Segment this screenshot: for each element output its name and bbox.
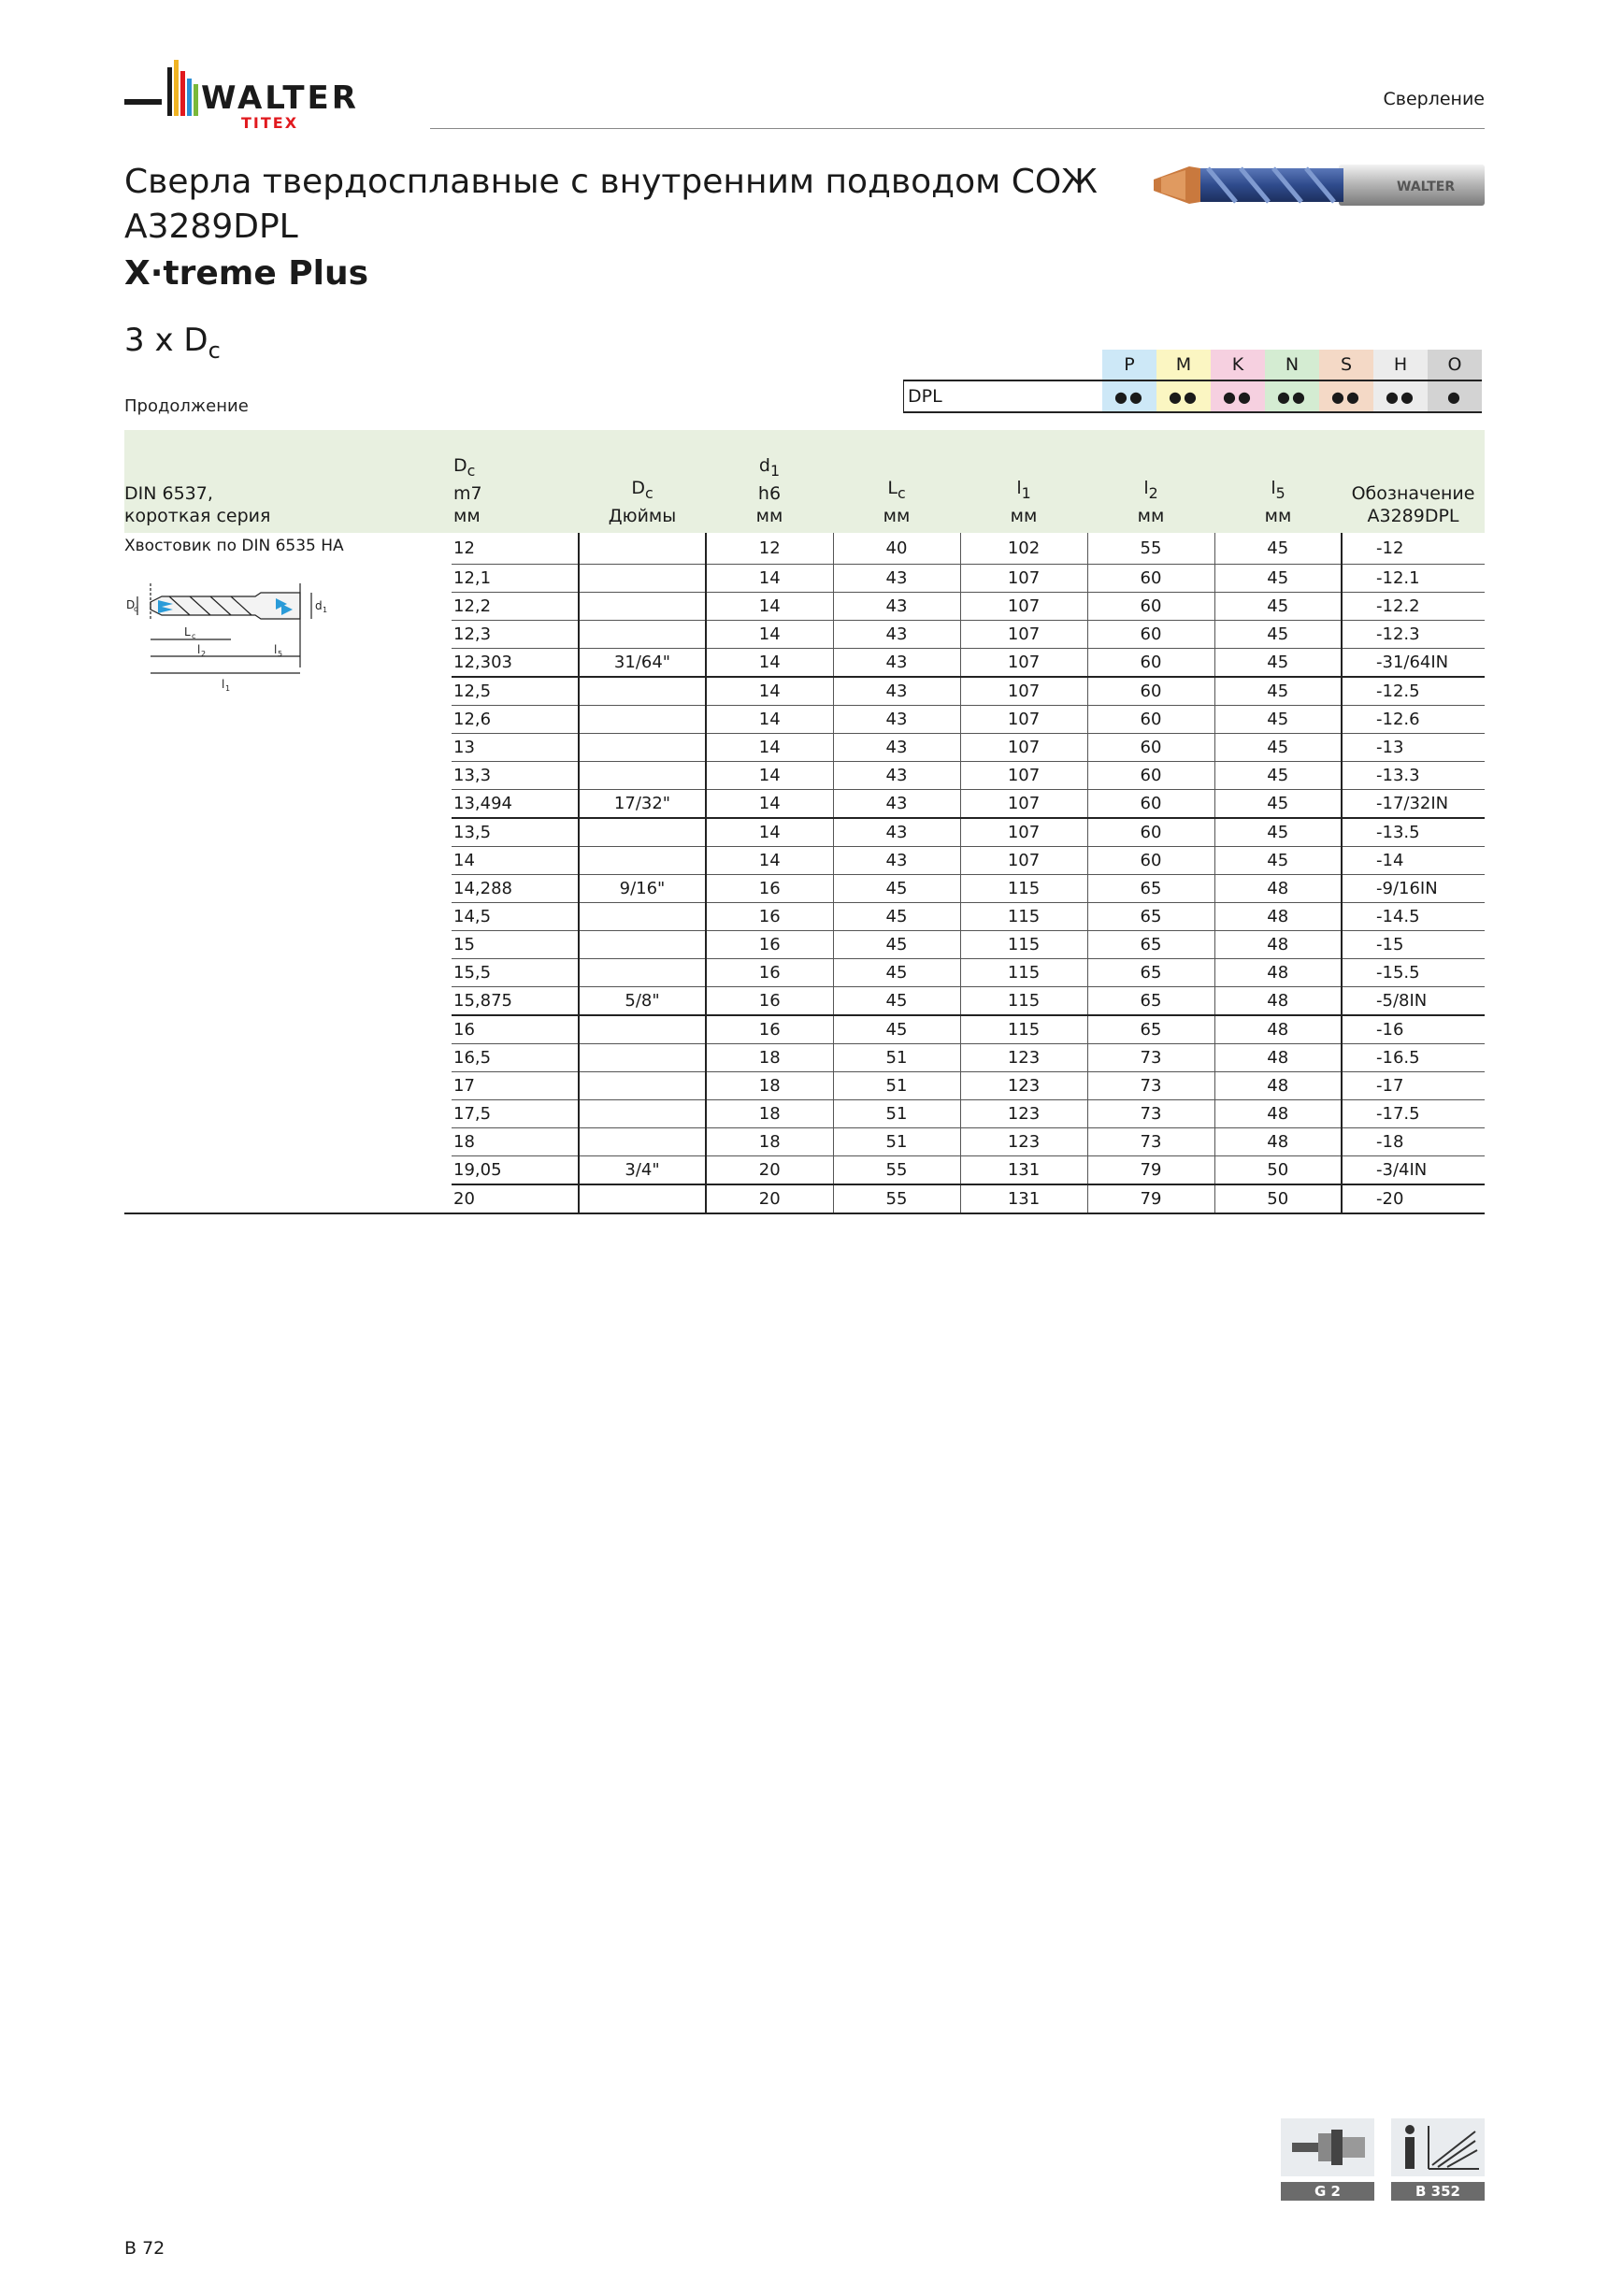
technical-info-reference[interactable]: [1391, 2118, 1485, 2200]
rating-o: ●: [1428, 380, 1482, 412]
cell-dc-mm: 13: [452, 733, 579, 761]
header-designation: Обозначение A3289DPL: [1342, 430, 1485, 533]
cell-d1: 18: [706, 1043, 833, 1071]
cell-lc: 43: [833, 592, 960, 620]
cell-lc: 51: [833, 1099, 960, 1127]
cell-dc-mm: 14,288: [452, 874, 579, 902]
rating-m: ●●: [1156, 380, 1211, 412]
cell-dc-inch: [579, 958, 706, 986]
cell-dc-mm: 15: [452, 930, 579, 958]
table-row: [124, 846, 1485, 874]
cell-d1: 16: [706, 902, 833, 930]
svg-text:1: 1: [225, 684, 231, 693]
cell-l5: 48: [1214, 1015, 1342, 1044]
dimensions-table: [124, 430, 1485, 1214]
cell-designation: -12: [1342, 533, 1485, 564]
svg-text:L: L: [184, 625, 191, 639]
cell-l5: 50: [1214, 1184, 1342, 1213]
cell-lc: 45: [833, 1015, 960, 1044]
cell-l1: 107: [960, 705, 1087, 733]
cell-designation: -14: [1342, 846, 1485, 874]
cell-l2: 60: [1087, 620, 1214, 648]
cell-dc-mm: 15,5: [452, 958, 579, 986]
material-header-spacer: [904, 350, 1103, 380]
drill-dimension-diagram: [124, 583, 405, 705]
cell-dc-inch: 5/8": [579, 986, 706, 1015]
cell-l5: 50: [1214, 1155, 1342, 1184]
diagram-area-cell: [124, 761, 452, 789]
cell-d1: 14: [706, 733, 833, 761]
cell-dc-mm: 18: [452, 1127, 579, 1155]
cell-l2: 65: [1087, 902, 1214, 930]
material-suitability-table: [903, 350, 1482, 413]
cell-l5: 48: [1214, 1099, 1342, 1127]
cell-l1: 107: [960, 846, 1087, 874]
cell-designation: -17: [1342, 1071, 1485, 1099]
cell-l1: 107: [960, 620, 1087, 648]
table-row: [124, 818, 1485, 847]
material-k: K: [1211, 350, 1265, 380]
rating-k: ●●: [1211, 380, 1265, 412]
toolholder-reference[interactable]: [1281, 2118, 1374, 2200]
cell-d1: 18: [706, 1071, 833, 1099]
svg-text:WALTER: WALTER: [201, 79, 359, 117]
table-row: [124, 733, 1485, 761]
cell-l2: 79: [1087, 1155, 1214, 1184]
cell-d1: 18: [706, 1099, 833, 1127]
cell-d1: 14: [706, 677, 833, 706]
cell-d1: 14: [706, 564, 833, 592]
header-d1: $d_1$ h6 мм: [706, 430, 833, 533]
cell-l5: 45: [1214, 648, 1342, 677]
cell-d1: 14: [706, 818, 833, 847]
cell-d1: 16: [706, 874, 833, 902]
cell-dc-inch: 9/16": [579, 874, 706, 902]
drill-product-image: [1152, 155, 1487, 215]
cell-l2: 73: [1087, 1127, 1214, 1155]
cell-l5: 45: [1214, 533, 1342, 564]
cell-d1: 16: [706, 986, 833, 1015]
cell-l2: 73: [1087, 1099, 1214, 1127]
cell-d1: 18: [706, 1127, 833, 1155]
cell-d1: 20: [706, 1184, 833, 1213]
cell-l1: 107: [960, 648, 1087, 677]
cell-designation: -15.5: [1342, 958, 1485, 986]
header-dc-inch: $D_c$ Дюймы: [579, 430, 706, 533]
cell-d1: 14: [706, 789, 833, 818]
cell-dc-mm: 12,5: [452, 677, 579, 706]
svg-text:D: D: [126, 598, 136, 611]
product-line-title: X·treme Plus: [124, 254, 369, 293]
cell-l1: 102: [960, 533, 1087, 564]
cell-designation: -20: [1342, 1184, 1485, 1213]
table-row: [124, 1071, 1485, 1099]
diagram-area-cell: [124, 1071, 452, 1099]
cell-lc: 51: [833, 1043, 960, 1071]
cell-lc: 45: [833, 902, 960, 930]
cell-l2: 60: [1087, 818, 1214, 847]
cell-lc: 43: [833, 733, 960, 761]
cell-l2: 65: [1087, 958, 1214, 986]
toolholder-icon: [1281, 2118, 1374, 2176]
cell-d1: 16: [706, 930, 833, 958]
cell-dc-inch: [579, 533, 706, 564]
cell-lc: 40: [833, 533, 960, 564]
cell-designation: -12.1: [1342, 564, 1485, 592]
grade-label: DPL: [904, 380, 1103, 412]
diagram-area-cell: [124, 930, 452, 958]
diagram-area-cell: [124, 789, 452, 818]
cell-designation: -17/32IN: [1342, 789, 1485, 818]
page-title: Сверла твердосплавные с внутренним подводом СОЖ: [124, 163, 1098, 201]
cell-l5: 48: [1214, 902, 1342, 930]
cell-lc: 45: [833, 958, 960, 986]
diagram-area-cell: [124, 958, 452, 986]
header-l1: $l_1$ мм: [960, 430, 1087, 533]
cell-dc-mm: 16,5: [452, 1043, 579, 1071]
cell-lc: 43: [833, 648, 960, 677]
cell-designation: -12.3: [1342, 620, 1485, 648]
cell-l1: 107: [960, 592, 1087, 620]
svg-text:l: l: [197, 643, 201, 656]
cell-l2: 60: [1087, 761, 1214, 789]
table-row: [124, 789, 1485, 818]
table-row: [124, 902, 1485, 930]
cell-l1: 131: [960, 1184, 1087, 1213]
cell-l2: 60: [1087, 846, 1214, 874]
cell-d1: 16: [706, 1015, 833, 1044]
cell-l5: 48: [1214, 1127, 1342, 1155]
cell-dc-mm: 13,5: [452, 818, 579, 847]
table-row: [124, 705, 1485, 733]
cell-l2: 79: [1087, 1184, 1214, 1213]
table-row: [124, 874, 1485, 902]
cell-dc-inch: [579, 1015, 706, 1044]
cell-l1: 107: [960, 733, 1087, 761]
cell-lc: 43: [833, 620, 960, 648]
cell-d1: 14: [706, 705, 833, 733]
cell-lc: 43: [833, 846, 960, 874]
diagram-area-cell: [124, 1015, 452, 1044]
svg-text:c: c: [192, 632, 196, 640]
cell-designation: -5/8IN: [1342, 986, 1485, 1015]
cell-designation: -13.5: [1342, 818, 1485, 847]
cell-l5: 45: [1214, 677, 1342, 706]
table-row: [124, 1015, 1485, 1044]
cell-l1: 123: [960, 1099, 1087, 1127]
table-row: [124, 1099, 1485, 1127]
cell-designation: -31/64IN: [1342, 648, 1485, 677]
diagram-area-cell: [124, 1184, 452, 1213]
cell-d1: 20: [706, 1155, 833, 1184]
header-lc: $L_c$ мм: [833, 430, 960, 533]
cell-dc-mm: 12: [452, 533, 579, 564]
rating-p: ●●: [1102, 380, 1156, 412]
cell-dc-mm: 14,5: [452, 902, 579, 930]
page-number: B 72: [124, 2238, 165, 2259]
diagram-area-cell: [124, 1043, 452, 1071]
technical-info-page-label: B 352: [1391, 2182, 1485, 2201]
cell-d1: 14: [706, 761, 833, 789]
cell-dc-mm: 19,05: [452, 1155, 579, 1184]
cell-dc-inch: [579, 761, 706, 789]
cell-dc-mm: 17: [452, 1071, 579, 1099]
cell-dc-inch: [579, 564, 706, 592]
cell-dc-mm: 20: [452, 1184, 579, 1213]
cell-l2: 60: [1087, 677, 1214, 706]
cell-d1: 14: [706, 620, 833, 648]
cell-dc-inch: [579, 902, 706, 930]
cell-l2: 65: [1087, 986, 1214, 1015]
standard-title: DIN 6537, короткая серия: [124, 430, 452, 533]
cell-l1: 115: [960, 874, 1087, 902]
cell-dc-inch: [579, 705, 706, 733]
cell-l2: 65: [1087, 1015, 1214, 1044]
svg-text:WALTER: WALTER: [1397, 179, 1456, 194]
diagram-area-cell: [124, 818, 452, 847]
info-chart-icon: [1391, 2118, 1485, 2176]
cell-dc-inch: 3/4": [579, 1155, 706, 1184]
cell-l1: 107: [960, 789, 1087, 818]
cell-lc: 43: [833, 818, 960, 847]
cell-l5: 45: [1214, 789, 1342, 818]
cell-dc-inch: 31/64": [579, 648, 706, 677]
shank-note: Хвостовик по DIN 6535 HA: [124, 537, 344, 555]
cell-d1: 16: [706, 958, 833, 986]
continued-label: Продолжение: [124, 396, 249, 416]
cell-l5: 45: [1214, 733, 1342, 761]
cell-d1: 12: [706, 533, 833, 564]
cell-designation: -16.5: [1342, 1043, 1485, 1071]
cell-designation: -13.3: [1342, 761, 1485, 789]
cell-dc-mm: 12,3: [452, 620, 579, 648]
header-l2: $l_2$ мм: [1087, 430, 1214, 533]
cell-l1: 107: [960, 818, 1087, 847]
svg-text:5: 5: [278, 650, 283, 658]
svg-text:TITEX: TITEX: [241, 114, 299, 132]
cell-dc-mm: 12,2: [452, 592, 579, 620]
cell-lc: 45: [833, 986, 960, 1015]
cell-l2: 55: [1087, 533, 1214, 564]
cell-l1: 131: [960, 1155, 1087, 1184]
walter-titex-logo: [124, 58, 405, 133]
cell-designation: -16: [1342, 1015, 1485, 1044]
cell-designation: -3/4IN: [1342, 1155, 1485, 1184]
cell-lc: 55: [833, 1184, 960, 1213]
cell-dc-mm: 12,6: [452, 705, 579, 733]
cell-l1: 115: [960, 986, 1087, 1015]
cell-l2: 73: [1087, 1043, 1214, 1071]
cell-dc-inch: [579, 1127, 706, 1155]
cell-lc: 55: [833, 1155, 960, 1184]
svg-text:l: l: [274, 643, 278, 656]
cell-l5: 48: [1214, 1071, 1342, 1099]
cell-d1: 14: [706, 846, 833, 874]
svg-text:d: d: [315, 599, 323, 612]
cell-lc: 43: [833, 564, 960, 592]
cell-lc: 43: [833, 677, 960, 706]
cell-l1: 123: [960, 1071, 1087, 1099]
cell-designation: -18: [1342, 1127, 1485, 1155]
cell-designation: -13: [1342, 733, 1485, 761]
cell-d1: 14: [706, 648, 833, 677]
cell-l5: 45: [1214, 846, 1342, 874]
table-row: [124, 1127, 1485, 1155]
cell-dc-inch: [579, 846, 706, 874]
cell-dc-inch: [579, 818, 706, 847]
cell-dc-mm: 13,494: [452, 789, 579, 818]
cell-l5: 45: [1214, 705, 1342, 733]
cell-l5: 45: [1214, 592, 1342, 620]
cell-l2: 60: [1087, 648, 1214, 677]
cell-l1: 107: [960, 564, 1087, 592]
svg-text:1: 1: [323, 606, 328, 614]
toolholder-page-label: G 2: [1281, 2182, 1374, 2201]
length-ratio-label: 3 x $D_c$: [124, 322, 221, 364]
cell-l2: 60: [1087, 592, 1214, 620]
cell-dc-inch: [579, 930, 706, 958]
cell-designation: -9/16IN: [1342, 874, 1485, 902]
cell-dc-mm: 15,875: [452, 986, 579, 1015]
cell-dc-inch: [579, 620, 706, 648]
cell-dc-inch: [579, 733, 706, 761]
material-n: N: [1265, 350, 1319, 380]
rating-n: ●●: [1265, 380, 1319, 412]
header-divider: [430, 128, 1485, 129]
cell-d1: 14: [706, 592, 833, 620]
cell-l2: 60: [1087, 733, 1214, 761]
cell-dc-mm: 12,1: [452, 564, 579, 592]
cell-designation: -12.2: [1342, 592, 1485, 620]
cell-l2: 60: [1087, 564, 1214, 592]
cell-l5: 48: [1214, 874, 1342, 902]
cell-l1: 123: [960, 1127, 1087, 1155]
cell-l2: 60: [1087, 789, 1214, 818]
diagram-area-cell: [124, 1099, 452, 1127]
cell-lc: 45: [833, 930, 960, 958]
cell-dc-mm: 17,5: [452, 1099, 579, 1127]
rating-s: ●●: [1319, 380, 1373, 412]
cell-dc-inch: [579, 1071, 706, 1099]
header-dc-mm: $D_c$ m7 мм: [452, 430, 579, 533]
cell-l5: 45: [1214, 620, 1342, 648]
table-row: [124, 533, 1485, 564]
material-o: O: [1428, 350, 1482, 380]
cell-l5: 45: [1214, 564, 1342, 592]
cell-lc: 51: [833, 1071, 960, 1099]
cell-designation: -14.5: [1342, 902, 1485, 930]
table-row: [124, 1184, 1485, 1213]
cell-l2: 60: [1087, 705, 1214, 733]
cell-l2: 65: [1087, 930, 1214, 958]
cell-dc-inch: 17/32": [579, 789, 706, 818]
cell-lc: 51: [833, 1127, 960, 1155]
svg-text:2: 2: [201, 650, 207, 658]
cell-dc-mm: 12,303: [452, 648, 579, 677]
cell-designation: -15: [1342, 930, 1485, 958]
table-row: [124, 1155, 1485, 1184]
section-label: Сверление: [1383, 89, 1485, 109]
diagram-area-cell: [124, 705, 452, 733]
table-row: [124, 986, 1485, 1015]
material-s: S: [1319, 350, 1373, 380]
cell-dc-inch: [579, 677, 706, 706]
diagram-area-cell: [124, 1127, 452, 1155]
rating-h: ●●: [1373, 380, 1428, 412]
cell-dc-mm: 14: [452, 846, 579, 874]
diagram-area-cell: [124, 902, 452, 930]
cell-l5: 48: [1214, 958, 1342, 986]
cell-l5: 48: [1214, 1043, 1342, 1071]
diagram-area-cell: [124, 986, 452, 1015]
cell-l2: 65: [1087, 874, 1214, 902]
cell-dc-mm: 16: [452, 1015, 579, 1044]
cell-designation: -17.5: [1342, 1099, 1485, 1127]
table-row: [124, 930, 1485, 958]
svg-text:l: l: [222, 678, 225, 691]
diagram-area-cell: [124, 733, 452, 761]
cell-designation: -12.5: [1342, 677, 1485, 706]
cell-dc-mm: 13,3: [452, 761, 579, 789]
cell-l1: 123: [960, 1043, 1087, 1071]
cell-designation: -12.6: [1342, 705, 1485, 733]
diagram-area-cell: [124, 846, 452, 874]
material-p: P: [1102, 350, 1156, 380]
cell-lc: 43: [833, 789, 960, 818]
cell-lc: 45: [833, 874, 960, 902]
cell-l1: 115: [960, 958, 1087, 986]
table-row: [124, 1043, 1485, 1071]
diagram-area-cell: [124, 874, 452, 902]
material-h: H: [1373, 350, 1428, 380]
cell-l1: 115: [960, 1015, 1087, 1044]
cell-dc-inch: [579, 1043, 706, 1071]
diagram-area-cell: [124, 1155, 452, 1184]
table-row: [124, 958, 1485, 986]
cell-dc-inch: [579, 592, 706, 620]
cell-l2: 73: [1087, 1071, 1214, 1099]
cell-l1: 107: [960, 761, 1087, 789]
cell-l5: 45: [1214, 818, 1342, 847]
cell-l5: 45: [1214, 761, 1342, 789]
cell-l1: 115: [960, 902, 1087, 930]
cell-l1: 115: [960, 930, 1087, 958]
cell-l5: 48: [1214, 986, 1342, 1015]
cell-l5: 48: [1214, 930, 1342, 958]
cell-lc: 43: [833, 705, 960, 733]
table-row: [124, 761, 1485, 789]
cell-dc-inch: [579, 1184, 706, 1213]
header-l5: $l_5$ мм: [1214, 430, 1342, 533]
svg-text:c: c: [134, 605, 138, 613]
product-code-title: A3289DPL: [124, 208, 298, 246]
cell-dc-inch: [579, 1099, 706, 1127]
material-m: M: [1156, 350, 1211, 380]
cell-l1: 107: [960, 677, 1087, 706]
cell-lc: 43: [833, 761, 960, 789]
